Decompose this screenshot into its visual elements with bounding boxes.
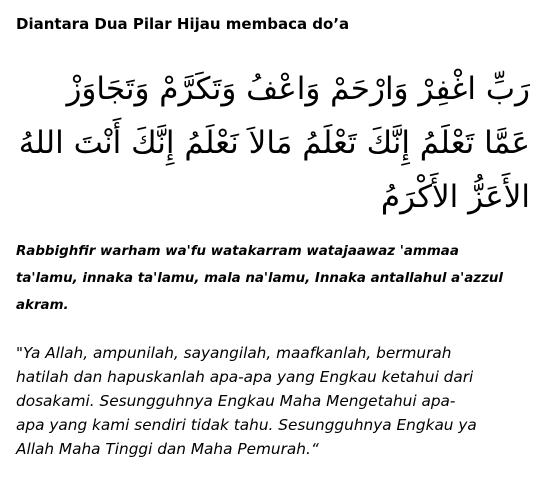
transliteration-line-2: ta'lamu, innaka ta'lamu, mala na'lamu, Innaka antallahul a'azzul bbox=[16, 271, 504, 286]
translation-line-3: dosakami. Sesungguhnya Engkau Maha Mengetahui apa- bbox=[16, 392, 456, 410]
translation-line-2: hatilah dan hapuskanlah apa-apa yang Engkau ketahui dari bbox=[16, 368, 474, 386]
arabic-line-2: عَمَّا تَعْلَمُ إِنَّكَ تَعْلَمُ مَالاَ نَعْلَمُ إِنَّكَ أَنْتَ اللهُ bbox=[18, 125, 530, 161]
transliteration-paragraph bbox=[16, 238, 532, 319]
translation-line-5: Allah Maha Tinggi dan Maha Pemurah.“ bbox=[16, 440, 319, 458]
arabic-line-3: الأَعَزُّ الأَكْرَمُ bbox=[380, 179, 530, 215]
transliteration-line-3: akram. bbox=[16, 298, 69, 313]
translation-line-4: apa yang kami sendiri tidak tahu. Sesungguhnya Engkau ya bbox=[16, 416, 477, 434]
arabic-prayer-text bbox=[18, 62, 530, 224]
transliteration-line-1: Rabbighfir warham wa'fu watakarram watajaawaz 'ammaa bbox=[16, 244, 459, 259]
page-title: Diantara Dua Pilar Hijau membaca do’a bbox=[16, 15, 350, 33]
translation-line-1: "Ya Allah, ampunilah, sayangilah, maafkanlah, bermurah bbox=[16, 344, 452, 362]
arabic-line-1: رَبِّ اغْفِرْ وَارْحَمْ وَاعْفُ وَتَكَرَّمْ وَتَجَاوَزْ bbox=[66, 71, 530, 107]
translation-paragraph bbox=[16, 341, 532, 461]
